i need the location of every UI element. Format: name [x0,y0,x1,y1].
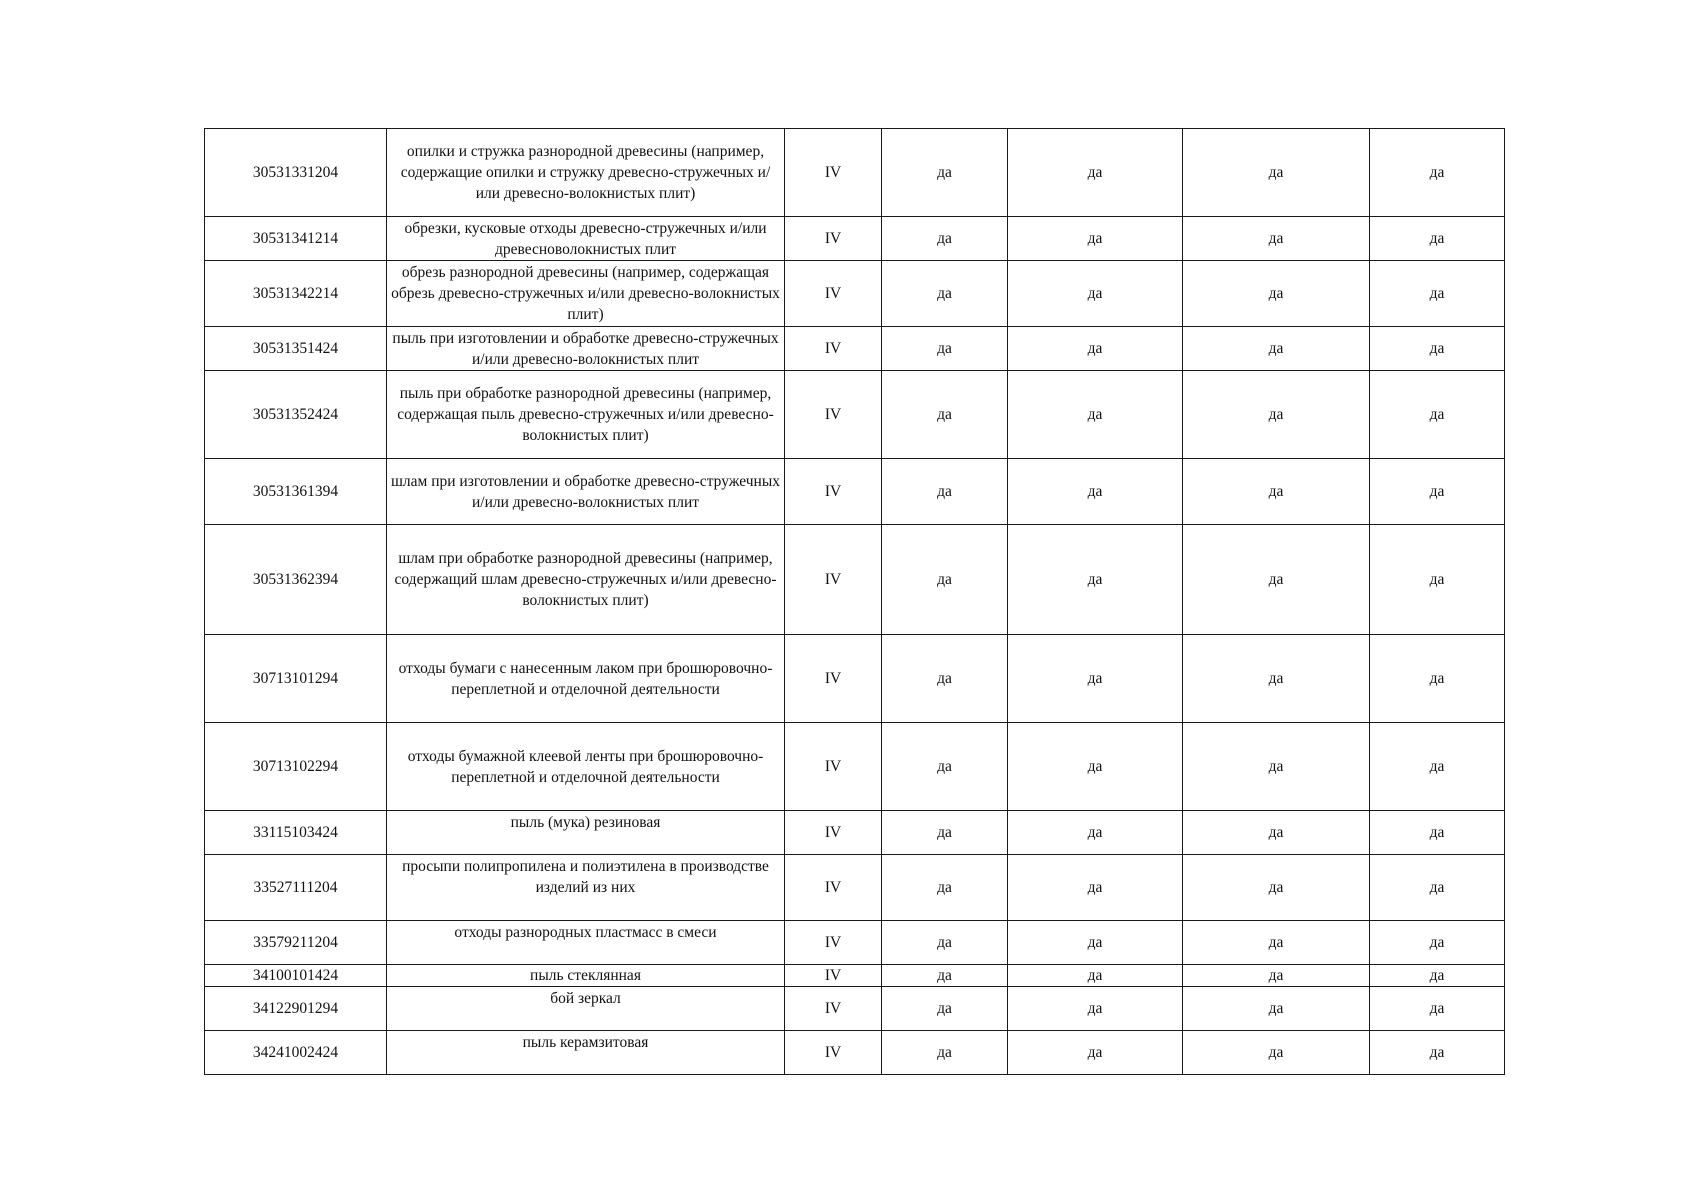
value-cell: да [1370,1031,1505,1075]
waste-description: обрезь разнородной древесины (например, содержащая обрезь древесно-стружечных и/или древесно-волокнистых плит) [387,261,785,327]
waste-table [204,128,1505,1075]
value-cell: да [1008,921,1183,965]
value-cell: да [1370,635,1505,723]
waste-description: шлам при обработке разнородной древесины (например, содержащий шлам древесно-стружечных и/или древесно-волокнистых плит) [387,525,785,635]
value-cell: да [1183,261,1370,327]
waste-code: 30531341214 [205,217,387,261]
value-cell: да [1008,987,1183,1031]
table-row [205,459,1505,525]
value-cell: да [882,129,1008,217]
value-cell: да [1183,1031,1370,1075]
value-cell: да [1008,635,1183,723]
hazard-class: IV [785,987,882,1031]
hazard-class: IV [785,635,882,723]
hazard-class: IV [785,371,882,459]
hazard-class: IV [785,459,882,525]
value-cell: да [882,811,1008,855]
hazard-class: IV [785,217,882,261]
value-cell: да [1008,965,1183,987]
waste-description: бой зеркал [387,987,785,1031]
value-cell: да [882,987,1008,1031]
table-row [205,371,1505,459]
value-cell: да [1183,987,1370,1031]
hazard-class: IV [785,855,882,921]
value-cell: да [882,261,1008,327]
value-cell: да [1183,723,1370,811]
value-cell: да [1008,723,1183,811]
value-cell: да [882,965,1008,987]
value-cell: да [1183,217,1370,261]
hazard-class: IV [785,327,882,371]
value-cell: да [1008,327,1183,371]
value-cell: да [1183,525,1370,635]
hazard-class: IV [785,723,882,811]
table-row [205,261,1505,327]
value-cell: да [882,217,1008,261]
value-cell: да [882,459,1008,525]
value-cell: да [1183,459,1370,525]
value-cell: да [1370,129,1505,217]
value-cell: да [882,371,1008,459]
value-cell: да [882,1031,1008,1075]
table-row [205,1031,1505,1075]
value-cell: да [1370,327,1505,371]
value-cell: да [1183,327,1370,371]
waste-description: пыль при изготовлении и обработке древесно-стружечных и/или древесно-волокнистых плит [387,327,785,371]
waste-description: просыпи полипропилена и полиэтилена в производстве изделий из них [387,855,785,921]
table-row [205,129,1505,217]
value-cell: да [1370,459,1505,525]
value-cell: да [1370,811,1505,855]
waste-description: пыль стеклянная [387,965,785,987]
waste-code: 33579211204 [205,921,387,965]
waste-code: 30531361394 [205,459,387,525]
table-row [205,811,1505,855]
value-cell: да [1008,217,1183,261]
value-cell: да [1370,371,1505,459]
value-cell: да [1370,987,1505,1031]
table-row [205,525,1505,635]
waste-description: отходы бумажной клеевой ленты при брошюровочно-переплетной и отделочной деятельности [387,723,785,811]
waste-code: 30713101294 [205,635,387,723]
value-cell: да [882,635,1008,723]
value-cell: да [1008,811,1183,855]
waste-description: отходы бумаги с нанесенным лаком при брошюровочно-переплетной и отделочной деятельности [387,635,785,723]
hazard-class: IV [785,811,882,855]
value-cell: да [1370,525,1505,635]
value-cell: да [1183,635,1370,723]
value-cell: да [1183,811,1370,855]
value-cell: да [1008,371,1183,459]
waste-description: обрезки, кусковые отходы древесно-стружечных и/или древесноволокнистых плит [387,217,785,261]
value-cell: да [1183,965,1370,987]
table-row [205,965,1505,987]
value-cell: да [1008,1031,1183,1075]
hazard-class: IV [785,921,882,965]
table-row [205,855,1505,921]
value-cell: да [1008,459,1183,525]
value-cell: да [1370,217,1505,261]
value-cell: да [1370,965,1505,987]
waste-description: отходы разнородных пластмасс в смеси [387,921,785,965]
value-cell: да [1008,261,1183,327]
waste-code: 30531362394 [205,525,387,635]
hazard-class: IV [785,1031,882,1075]
waste-code: 34122901294 [205,987,387,1031]
value-cell: да [882,525,1008,635]
waste-code: 30713102294 [205,723,387,811]
value-cell: да [1370,855,1505,921]
value-cell: да [1183,129,1370,217]
table-row [205,723,1505,811]
table-row [205,635,1505,723]
waste-description: пыль при обработке разнородной древесины (например, содержащая пыль древесно-стружечных и/или древесно-волокнистых плит) [387,371,785,459]
value-cell: да [1183,371,1370,459]
table-row [205,987,1505,1031]
waste-description: опилки и стружка разнородной древесины (например, содержащие опилки и стружку древесно-стружечных и/или древесно-волокнистых плит) [387,129,785,217]
hazard-class: IV [785,129,882,217]
waste-code: 34100101424 [205,965,387,987]
value-cell: да [882,921,1008,965]
hazard-class: IV [785,525,882,635]
value-cell: да [1008,855,1183,921]
table-row [205,217,1505,261]
value-cell: да [1370,921,1505,965]
value-cell: да [1183,921,1370,965]
waste-code: 30531331204 [205,129,387,217]
waste-description: пыль керамзитовая [387,1031,785,1075]
value-cell: да [882,855,1008,921]
waste-code: 34241002424 [205,1031,387,1075]
value-cell: да [1370,261,1505,327]
value-cell: да [1183,855,1370,921]
value-cell: да [882,327,1008,371]
waste-description: шлам при изготовлении и обработке древесно-стружечных и/или древесно-волокнистых плит [387,459,785,525]
table-row [205,327,1505,371]
waste-code: 30531351424 [205,327,387,371]
value-cell: да [1008,129,1183,217]
hazard-class: IV [785,965,882,987]
table-row [205,921,1505,965]
hazard-class: IV [785,261,882,327]
value-cell: да [1008,525,1183,635]
value-cell: да [1370,723,1505,811]
waste-code: 30531342214 [205,261,387,327]
waste-code: 33115103424 [205,811,387,855]
waste-code: 30531352424 [205,371,387,459]
waste-description: пыль (мука) резиновая [387,811,785,855]
waste-code: 33527111204 [205,855,387,921]
value-cell: да [882,723,1008,811]
